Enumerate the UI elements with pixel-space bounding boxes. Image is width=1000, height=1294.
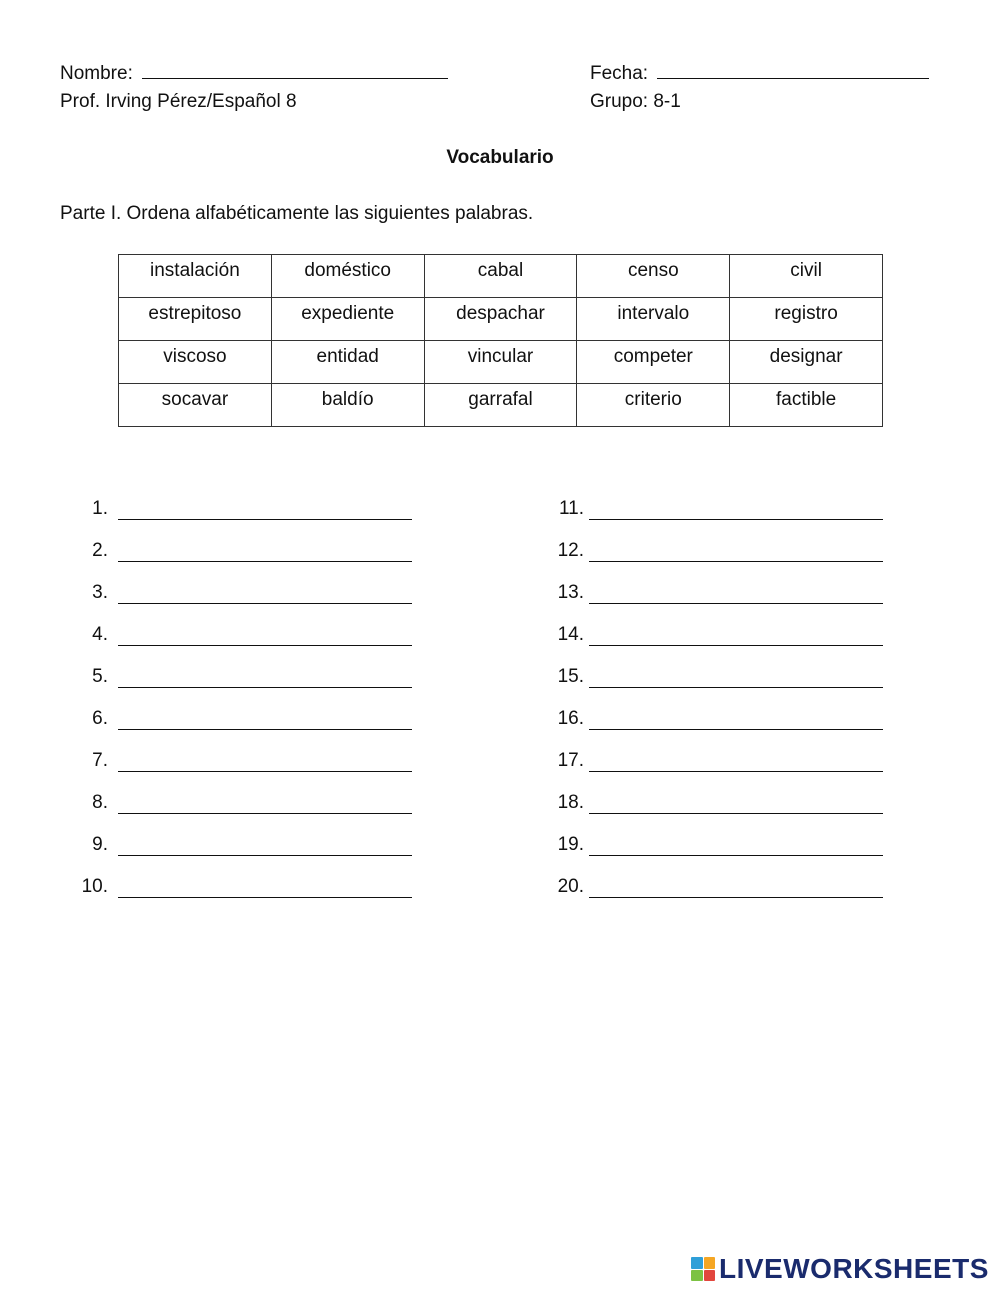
answer-number: 19. <box>557 834 584 855</box>
word-cell: socavar <box>119 384 272 427</box>
answer-number: 18. <box>557 792 584 813</box>
logo-mark-square <box>704 1257 716 1269</box>
answer-blank[interactable] <box>589 729 883 730</box>
word-cell: despachar <box>424 298 577 341</box>
answer-blank[interactable] <box>118 855 412 856</box>
word-cell: registro <box>730 298 883 341</box>
answer-number: 2. <box>92 540 108 561</box>
logo-mark-square <box>691 1257 703 1269</box>
date-label: Fecha: <box>590 63 649 84</box>
answer-number: 8. <box>92 792 108 813</box>
answer-number: 17. <box>557 750 584 771</box>
answer-blank[interactable] <box>589 855 883 856</box>
word-cell: factible <box>730 384 883 427</box>
page-title: Vocabulario <box>446 147 554 168</box>
answer-blank[interactable] <box>589 813 883 814</box>
answer-blank[interactable] <box>589 645 883 646</box>
answer-number: 10. <box>81 876 108 897</box>
group-line: Grupo: 8-1 <box>590 91 681 112</box>
answer-blank[interactable] <box>118 729 412 730</box>
word-cell: viscoso <box>119 341 272 384</box>
answer-blank[interactable] <box>589 687 883 688</box>
answer-number: 9. <box>92 834 108 855</box>
word-table <box>118 254 883 427</box>
word-cell: cabal <box>424 255 577 298</box>
logo-mark-square <box>704 1270 716 1282</box>
name-blank[interactable] <box>142 62 448 79</box>
word-cell: designar <box>730 341 883 384</box>
word-cell: competer <box>577 341 730 384</box>
teacher-line: Prof. Irving Pérez/Español 8 <box>60 91 297 112</box>
liveworksheets-logo <box>691 1252 989 1286</box>
answer-number: 3. <box>92 582 108 603</box>
answer-blank[interactable] <box>589 519 883 520</box>
word-cell: garrafal <box>424 384 577 427</box>
answer-blank[interactable] <box>118 561 412 562</box>
word-cell: instalación <box>119 255 272 298</box>
answer-blank[interactable] <box>589 771 883 772</box>
word-table-row <box>119 298 883 341</box>
answer-number: 7. <box>92 750 108 771</box>
answer-blank[interactable] <box>118 519 412 520</box>
answer-number: 11. <box>558 498 584 519</box>
answer-number: 1. <box>92 498 108 519</box>
answer-number: 15. <box>557 666 584 687</box>
word-cell: intervalo <box>577 298 730 341</box>
answer-number: 16. <box>557 708 584 729</box>
word-cell: baldío <box>271 384 424 427</box>
word-cell: estrepitoso <box>119 298 272 341</box>
word-table-row <box>119 341 883 384</box>
date-field <box>590 62 929 86</box>
answer-blank[interactable] <box>589 561 883 562</box>
word-cell: censo <box>577 255 730 298</box>
word-cell: criterio <box>577 384 730 427</box>
name-label: Nombre: <box>60 63 133 84</box>
word-cell: entidad <box>271 341 424 384</box>
answer-blank[interactable] <box>118 603 412 604</box>
answer-number: 14. <box>557 624 584 645</box>
answer-blank[interactable] <box>118 771 412 772</box>
logo-mark-icon <box>691 1257 715 1281</box>
answer-blank[interactable] <box>118 645 412 646</box>
word-table-row <box>119 384 883 427</box>
answer-blank[interactable] <box>118 687 412 688</box>
logo-mark-square <box>691 1270 703 1282</box>
word-table-row <box>119 255 883 298</box>
answer-blank[interactable] <box>589 603 883 604</box>
word-cell: vincular <box>424 341 577 384</box>
answer-number: 12. <box>557 540 584 561</box>
word-cell: civil <box>730 255 883 298</box>
name-field <box>60 62 448 86</box>
answer-number: 4. <box>92 624 108 645</box>
date-blank[interactable] <box>657 62 929 79</box>
answer-blank[interactable] <box>118 813 412 814</box>
word-cell: doméstico <box>271 255 424 298</box>
answer-blank[interactable] <box>118 897 412 898</box>
instructions: Parte I. Ordena alfabéticamente las siguientes palabras. <box>60 203 534 224</box>
answer-number: 13. <box>557 582 584 603</box>
word-cell: expediente <box>271 298 424 341</box>
answer-number: 20. <box>557 876 584 897</box>
answer-number: 6. <box>92 708 108 729</box>
answer-blank[interactable] <box>589 897 883 898</box>
logo-text: LIVEWORKSHEETS <box>719 1253 989 1284</box>
answer-number: 5. <box>92 666 108 687</box>
